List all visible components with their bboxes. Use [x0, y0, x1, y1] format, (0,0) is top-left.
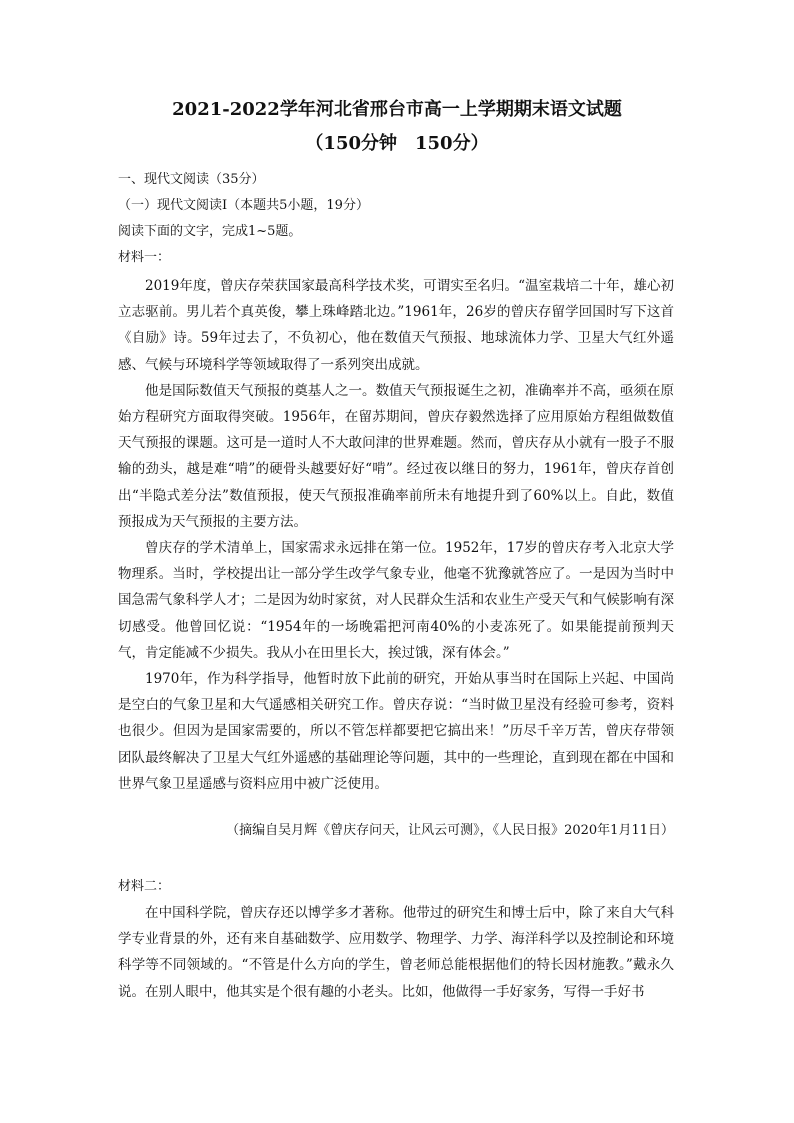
section-heading: 一、现代文阅读（35分）	[118, 172, 265, 187]
part-heading: （一）现代文阅读Ⅰ（本题共5小题，19分）	[118, 198, 369, 213]
paragraph: 曾庆存的学术清单上，国家需求永远排在第一位。1952年，17岁的曾庆存考入北京大学物理系。当时，学校提出让一部分学生改学气象专业，他毫不犹豫就答应了。一是因为当时中国急需气象科学人才；二是因为幼时家贫，对人民群众生活和农业生产受天气和气候影响有深切感受。他曾回忆说：“1954年的一场晚霜把河南40%的小麦冻死了。如果能提前预判天气，肯定能减不少损失。我从小在田里长大，挨过饿，深有体会。”	[118, 540, 674, 661]
reading-instruction: 阅读下面的文字，完成1~5题。	[118, 224, 302, 239]
material-one-label: 材料一：	[118, 250, 171, 265]
source-citation: （摘编自吴月辉《曾庆存问天，让风云可测》，《人民日报》2020年1月11日）	[226, 823, 674, 838]
paragraph: 他是国际数值天气预报的奠基人之一。数值天气预报诞生之初，准确率并不高，亟须在原始方程研究方面取得突破。1956年，在留苏期间，曾庆存毅然选择了应用原始方程组做数值天气预报的课题。这可是一道时人不大敢问津的世界难题。然而，曾庆存从小就有一股子不服输的劲头，越是难“啃”的硬骨头越要好好“啃”。经过夜以继日的努力，1961年，曾庆存首创出“半隐式差分法”数值预报，使天气预报准确率前所未有地提升到了60%以上。自此，数值预报成为天气预报的主要方法。	[118, 382, 674, 530]
paragraph: 1970年，作为科学指导，他暂时放下此前的研究，开始从事当时在国际上兴起、中国尚是空白的气象卫星和大气遥感相关研究工作。曾庆存说：“当时做卫星没有经验可参考，资料也很少。但因为是国家需要的，所以不管怎样都要把它搞出来！”历尽千辛万苦，曾庆存带领团队最终解决了卫星大气红外遥感的基础理论等问题，其中的一些理论，直到现在都在中国和世界气象卫星遥感与资料应用中被广泛使用。	[118, 671, 674, 792]
material-one-body	[118, 273, 674, 797]
paragraph: 2019年度，曾庆存荣获国家最高科学技术奖，可谓实至名归。“温室栽培二十年，雄心初立志驱前。男儿若个真英俊，攀上珠峰踏北边。”1961年，26岁的曾庆存留学回国时写下这首《自励》诗。59年过去了，不负初心，他在数值天气预报、地球流体力学、卫星大气红外遥感、气候与环境科学等领域取得了一系列突出成就。	[118, 278, 674, 373]
exam-subtitle: （150分钟 150分）	[305, 133, 489, 154]
material-two-label: 材料二：	[118, 879, 171, 894]
material-two-body	[118, 900, 674, 1005]
exam-title: 2021-2022学年河北省邢台市高一上学期期末语文试题	[172, 99, 622, 120]
paragraph: 在中国科学院，曾庆存还以博学多才著称。他带过的研究生和博士后中，除了来自大气科学专业背景的外，还有来自基础数学、应用数学、物理学、力学、海洋科学以及控制论和环境科学等不同领域的。“不管是什么方向的学生，曾老师总能根据他们的特长因材施教。”戴永久说。在别人眼中，他其实是个很有趣的小老头。比如，他做得一手好家务，写得一手好书	[118, 905, 674, 1000]
